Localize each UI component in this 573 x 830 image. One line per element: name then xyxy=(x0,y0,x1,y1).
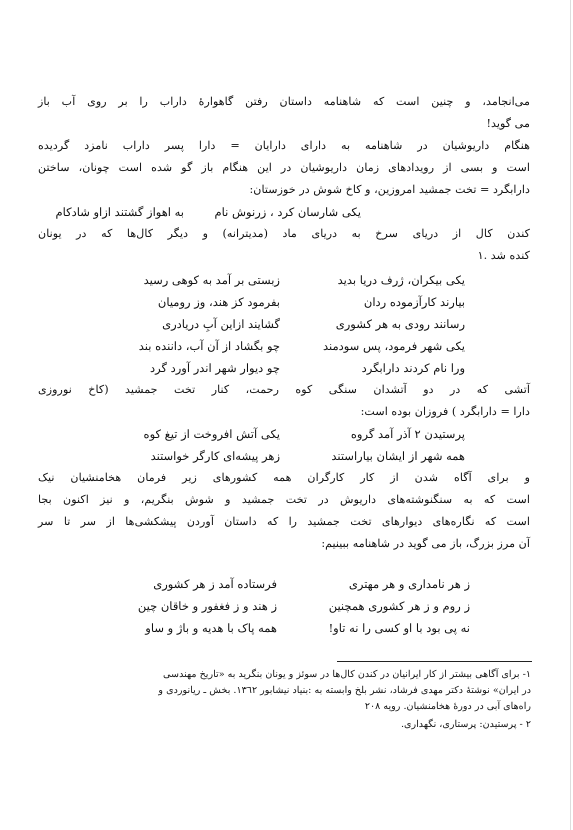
paragraph-line: هنگام داریوشیان در شاهنامه به دارای دارایان = دارا پسر داراب نامزد گردیده xyxy=(38,139,530,152)
verse-right: زبستی بر آمد به کوهی رسید xyxy=(143,273,280,287)
paragraph-line: آن مرز بزرگ، باز می گوید در شاهنامه ببینیم: xyxy=(321,537,530,550)
footnote-line: راه‌های آبی در دورهٔ هخامنشیان. رویه ٢٠٨ xyxy=(364,701,531,712)
page-edge xyxy=(570,0,571,830)
paragraph-line: دارابگرد = تخت جمشید امروزین، و کاخ شوش در خوزستان: xyxy=(249,183,530,196)
footnote-line: ١- برای آگاهی بیشتر از کار ایرانیان در کندن کال‌ها در سوئز و یونان بنگرید به «تاریخ مهندسی xyxy=(163,669,531,680)
verse-left: رسانند رودی به هر کشوری xyxy=(335,317,465,331)
verse-left: نه پی بود با او کسی را نه تاو! xyxy=(328,621,470,635)
verse-right: یکی شارسان کرد ، زرنوش نام xyxy=(214,205,361,219)
verse-right: فرستاده آمد ز هر کشوری xyxy=(153,577,277,591)
verse-right: چو دیوار شهر اندر آورد گرد xyxy=(150,361,280,375)
verse-left: ز هر نامداری و هر مهتری xyxy=(348,577,470,591)
verse-left: به اهواز گشتند ازاو شادکام xyxy=(55,205,184,219)
paragraph-line: آتشی که در دو آتشدان سنگی کوه رحمت، کنار تخت جمشید (کاخ نوروزی xyxy=(38,383,530,396)
verse-left: پرستیدن ٢ آذر آمد گروه xyxy=(350,427,465,441)
footnote-separator xyxy=(337,661,532,662)
paragraph-line: کنده شد .١ xyxy=(477,249,530,262)
verse-right: همه پاک با هدیه و باژ و ساو xyxy=(145,621,277,635)
verse-right: بفرمود کز هند، وز رومیان xyxy=(157,295,280,309)
paragraph-line: است و بسی از رویدادهای زمان داریوشیان در این هنگام باز گو شده است چونان، ساختن xyxy=(38,161,530,174)
verse-left: یکی بیکران، ژرف دریا بدید xyxy=(337,273,465,287)
verse-left: بیارند کارآزموده ردان xyxy=(363,295,465,309)
paragraph-line: است که به سنگنوشته‌های داریوش در تخت جمشید و شوش بنگریم، و نیز اکنون بجا xyxy=(38,493,530,506)
verse-right: ز هند و ز فغفور و خاقان چین xyxy=(137,599,277,613)
verse-right: زهر پیشه‌ای کارگر خواستند xyxy=(150,449,280,463)
verse-left: ز روم و ز هر کشوری همچنین xyxy=(328,599,470,613)
paragraph-line: کندن کال از دریای سرخ به دریای ماد (مدیترانه) و دیگر کال‌ها که در یونان xyxy=(38,227,530,240)
footnote-line: در ایران» نوشتهٔ دکتر مهدی فرشاد، نشر بلخ وابسته به :بنیاد نیشابور ١٣٦٢. بخش ـ ریانوردی و xyxy=(158,685,531,696)
paragraph-line: است که نگاره‌های دیوارهای تخت جمشید را که داستان آوردن پیشکشی‌ها از سر تا سر xyxy=(38,515,530,528)
verse-right: چو بگشاد از آن آب، داننده بند xyxy=(138,339,280,353)
verse-right: گشایند ازاین آبِ دریادری xyxy=(162,317,280,331)
paragraph-line: و برای آگاه شدن از کار کارگران همه کشورهای زیر فرمان هخامنشیان نیک xyxy=(38,471,530,484)
paragraph-line: می گوید! xyxy=(486,117,530,130)
verse-right: یکی آتش افروخت از تیغ کوه xyxy=(143,427,280,441)
paragraph-line: می‌انجامد، و چنین است که شاهنامه داستان رفتن گاهوارهٔ داراب را بر روی آب باز xyxy=(38,95,530,108)
paragraph-line: دارا = دارابگرد ) فروزان بوده است: xyxy=(360,405,530,418)
verse-left: ورا نام کردند دارابگرد xyxy=(361,361,465,375)
footnote-line: ٢ - پرستیدن: پرستاری، نگهداری. xyxy=(400,719,531,730)
verse-left: همه شهر از ایشان بیاراستند xyxy=(331,449,465,463)
verse-left: یکی شهر فرمود، پس سودمند xyxy=(322,339,465,353)
